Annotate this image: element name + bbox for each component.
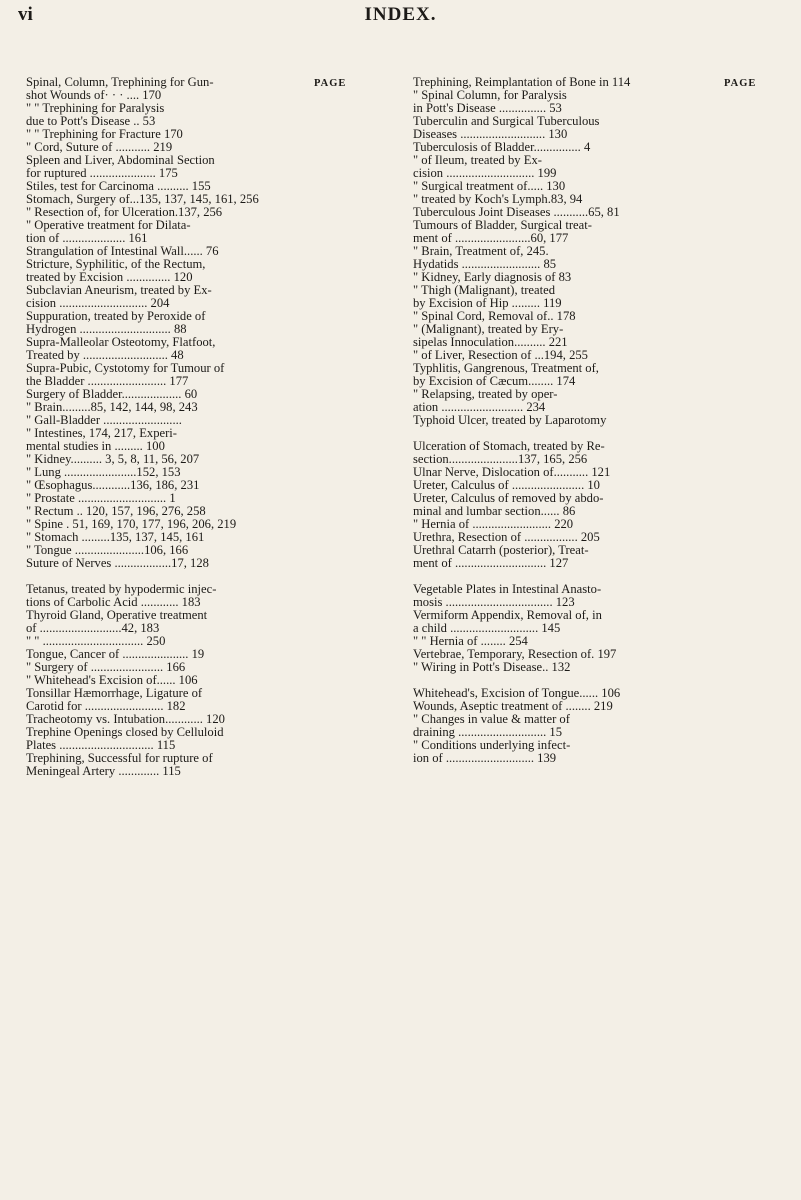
index-entry: Trephine Openings closed by Celluloid bbox=[26, 725, 224, 739]
right-page-label: PAGE bbox=[724, 78, 757, 89]
index-entry: Subclavian Aneurism, treated by Ex- bbox=[26, 283, 212, 297]
index-entry: Ureter, Calculus of removed by abdo- bbox=[413, 491, 604, 505]
index-entry: Stomach, Surgery of...135, 137, 145, 161, 256 bbox=[26, 192, 259, 206]
index-entry: " Kidney.......... 3, 5, 8, 11, 56, 207 bbox=[26, 452, 200, 466]
index-entry: Treated by ........................... 48 bbox=[26, 348, 184, 362]
index-entry: Whitehead's, Excision of Tongue...... 106 bbox=[413, 686, 621, 700]
index-entry: Ulnar Nerve, Dislocation of........... 121 bbox=[413, 465, 611, 479]
index-entry: section......................137, 165, 256 bbox=[413, 452, 588, 466]
index-entry: Tumours of Bladder, Surgical treat- bbox=[413, 218, 592, 232]
index-column-left bbox=[26, 76, 386, 778]
index-entry: " Spine . 51, 169, 170, 177, 196, 206, 219 bbox=[26, 517, 237, 531]
index-entry: Hydrogen ............................. 88 bbox=[26, 322, 187, 336]
index-entry: Ulceration of Stomach, treated by Re- bbox=[413, 439, 605, 453]
index-entry: Meningeal Artery ............. 115 bbox=[26, 764, 181, 778]
index-entry: mental studies in ......... 100 bbox=[26, 439, 165, 453]
index-entry: " Conditions underlying infect- bbox=[413, 738, 571, 752]
index-entry: Tuberculin and Surgical Tuberculous bbox=[413, 114, 600, 128]
index-entry: " Wiring in Pott's Disease.. 132 bbox=[413, 660, 571, 674]
index-entry: " Prostate ............................ 1 bbox=[26, 491, 176, 505]
index-entry: draining ............................ 15 bbox=[413, 725, 563, 739]
index-entry: cision ............................ 199 bbox=[413, 166, 557, 180]
index-entry: Tuberculosis of Bladder............... 4 bbox=[413, 140, 591, 154]
index-entry: " Whitehead's Excision of...... 106 bbox=[26, 673, 198, 687]
index-entry: " of Liver, Resection of ...194, 255 bbox=[413, 348, 588, 362]
index-entry: " Œsophagus............136, 186, 231 bbox=[26, 478, 200, 492]
index-entry: " " Hernia of ........ 254 bbox=[413, 634, 528, 648]
index-entry: Vermiform Appendix, Removal of, in bbox=[413, 608, 602, 622]
index-entry: cision ............................ 204 bbox=[26, 296, 170, 310]
index-entry: " Lung .......................152, 153 bbox=[26, 465, 181, 479]
index-entry: " Gall-Bladder ......................... bbox=[26, 413, 182, 427]
index-entry: " treated by Koch's Lymph.83, 94 bbox=[413, 192, 583, 206]
index-entry: treated by Excision .............. 120 bbox=[26, 270, 193, 284]
index-entry: mosis .................................. 123 bbox=[413, 595, 575, 609]
index-entry: Surgery of Bladder................... 60 bbox=[26, 387, 198, 401]
index-entry: " Spinal Cord, Removal of.. 178 bbox=[413, 309, 576, 323]
index-entry: by Excision of Cæcum........ 174 bbox=[413, 374, 576, 388]
index-entry: Supra-Pubic, Cystotomy for Tumour of bbox=[26, 361, 225, 375]
index-entry: Urethra, Resection of ................. 205 bbox=[413, 530, 600, 544]
index-entry: " Operative treatment for Dilata- bbox=[26, 218, 191, 232]
index-entry: Trephining, Reimplantation of Bone in 114 bbox=[413, 75, 631, 89]
index-entry: Ureter, Calculus of ....................... 10 bbox=[413, 478, 600, 492]
index-entry: Vertebrae, Temporary, Resection of. 197 bbox=[413, 647, 617, 661]
index-entry: Plates .............................. 115 bbox=[26, 738, 176, 752]
index-entry: " Changes in value & matter of bbox=[413, 712, 570, 726]
page-title: INDEX. bbox=[364, 4, 437, 25]
index-entry: Stiles, test for Carcinoma .......... 155 bbox=[26, 179, 211, 193]
index-entry: shot Wounds of· · · .... 170 bbox=[26, 88, 162, 102]
index-entry: " Brain, Treatment of, 245. bbox=[413, 244, 549, 258]
index-entry: a child ............................ 145 bbox=[413, 621, 561, 635]
index-entry: " " Trephining for Fracture 170 bbox=[26, 127, 183, 141]
index-entry: " Hernia of ......................... 220 bbox=[413, 517, 574, 531]
index-entry: Urethral Catarrh (posterior), Treat- bbox=[413, 543, 589, 557]
index-entry: Typhoid Ulcer, treated by Laparotomy bbox=[413, 413, 607, 427]
index-entry: Spinal, Column, Trephining for Gun- bbox=[26, 75, 214, 89]
index-entry: " Stomach .........135, 137, 145, 161 bbox=[26, 530, 205, 544]
index-entry: Tongue, Cancer of ..................... 19 bbox=[26, 647, 205, 661]
index-entry: Suppuration, treated by Peroxide of bbox=[26, 309, 206, 323]
index-entry: Tetanus, treated by hypodermic injec- bbox=[26, 582, 217, 596]
page-number: vi bbox=[18, 4, 33, 25]
index-entry: for ruptured ..................... 175 bbox=[26, 166, 178, 180]
index-entry: Spleen and Liver, Abdominal Section bbox=[26, 153, 215, 167]
index-entry: Thyroid Gland, Operative treatment bbox=[26, 608, 208, 622]
index-entry: Carotid for ......................... 182 bbox=[26, 699, 186, 713]
index-entry: " Thigh (Malignant), treated bbox=[413, 283, 555, 297]
index-entry: Suture of Nerves ..................17, 128 bbox=[26, 556, 209, 570]
index-entry: Supra-Malleolar Osteotomy, Flatfoot, bbox=[26, 335, 216, 349]
index-entry: Vegetable Plates in Intestinal Anasto- bbox=[413, 582, 602, 596]
index-entry: " (Malignant), treated by Ery- bbox=[413, 322, 564, 336]
index-entry: " Resection of, for Ulceration.137, 256 bbox=[26, 205, 223, 219]
index-entry: Tonsillar Hæmorrhage, Ligature of bbox=[26, 686, 203, 700]
index-entry: minal and lumbar section...... 86 bbox=[413, 504, 576, 518]
index-entry: " Kidney, Early diagnosis of 83 bbox=[413, 270, 572, 284]
index-entry: of ..........................42, 183 bbox=[26, 621, 160, 635]
index-entry: tions of Carbolic Acid ............ 183 bbox=[26, 595, 201, 609]
index-entry: due to Pott's Disease .. 53 bbox=[26, 114, 156, 128]
index-entry: " " ................................ 250 bbox=[26, 634, 166, 648]
index-entry: Hydatids ......................... 85 bbox=[413, 257, 557, 271]
index-entry: the Bladder ......................... 177 bbox=[26, 374, 189, 388]
index-entry: in Pott's Disease ............... 53 bbox=[413, 101, 562, 115]
index-entry: ment of ........................60, 177 bbox=[413, 231, 569, 245]
index-entry: " " Trephining for Paralysis bbox=[26, 101, 165, 115]
index-entry: " Cord, Suture of ........... 219 bbox=[26, 140, 173, 154]
index-entry: ation .......................... 234 bbox=[413, 400, 546, 414]
index-entry: Wounds, Aseptic treatment of ........ 219 bbox=[413, 699, 613, 713]
left-page-label: PAGE bbox=[314, 78, 347, 89]
index-entry: " Brain.........85, 142, 144, 98, 243 bbox=[26, 400, 198, 414]
index-entry: sipelas Innoculation.......... 221 bbox=[413, 335, 568, 349]
index-entry: ion of ............................ 139 bbox=[413, 751, 557, 765]
index-entry: Diseases ........................... 130 bbox=[413, 127, 568, 141]
index-entry: ment of ............................. 127 bbox=[413, 556, 569, 570]
index-column-right bbox=[413, 76, 781, 765]
index-entry: " Intestines, 174, 217, Experi- bbox=[26, 426, 177, 440]
index-entry: " Surgical treatment of..... 130 bbox=[413, 179, 566, 193]
index-entry: " Relapsing, treated by oper- bbox=[413, 387, 558, 401]
index-entry: " of Ileum, treated by Ex- bbox=[413, 153, 542, 167]
index-entry: " Rectum .. 120, 157, 196, 276, 258 bbox=[26, 504, 206, 518]
index-entry: Strangulation of Intestinal Wall...... 76 bbox=[26, 244, 219, 258]
index-entry: Stricture, Syphilitic, of the Rectum, bbox=[26, 257, 206, 271]
index-entry: by Excision of Hip ......... 119 bbox=[413, 296, 562, 310]
index-entry: Trephining, Successful for rupture of bbox=[26, 751, 213, 765]
index-entry: " Surgery of ....................... 166 bbox=[26, 660, 186, 674]
index-entry: Tuberculous Joint Diseases ...........65, 81 bbox=[413, 205, 620, 219]
index-entry: tion of .................... 161 bbox=[26, 231, 148, 245]
index-entry: " Spinal Column, for Paralysis bbox=[413, 88, 567, 102]
index-entry: Typhlitis, Gangrenous, Treatment of, bbox=[413, 361, 599, 375]
index-entry: " Tongue ......................106, 166 bbox=[26, 543, 189, 557]
index-entry: Tracheotomy vs. Intubation............ 120 bbox=[26, 712, 225, 726]
